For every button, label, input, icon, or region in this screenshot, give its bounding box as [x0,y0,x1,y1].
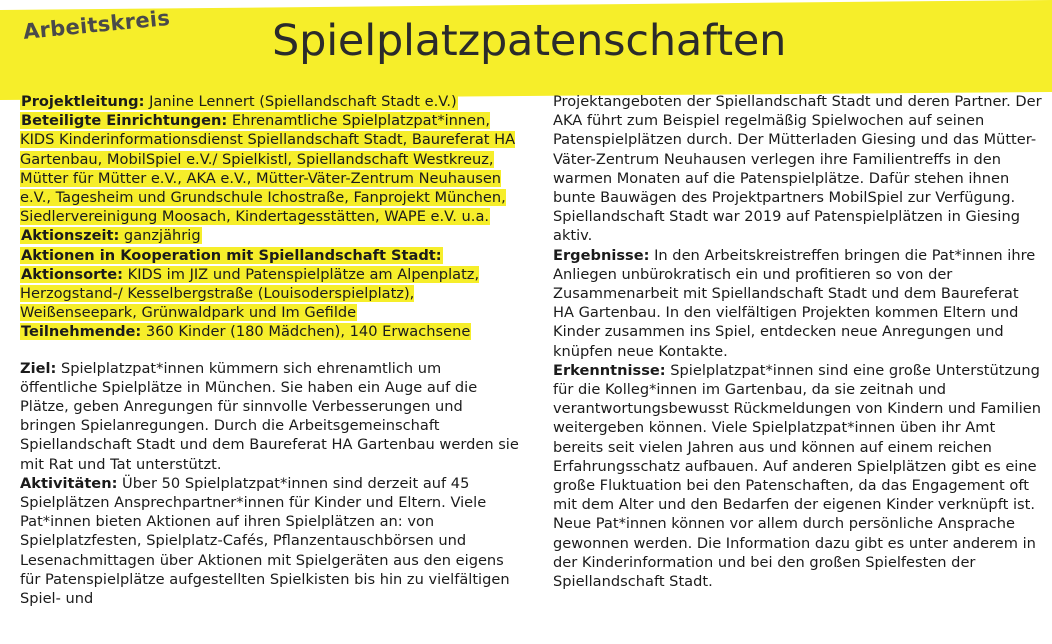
section-text: Über 50 Spielplatzpat*innen sind derzeit auf 45 Spielplätzen Ansprechpartner*innen für Kinder und Eltern. Viele Pat*innen bieten Aktionen auf ihren Spielplätzen an: von Spielplatzfesten, Spielplatz-Cafés, Pflanzentauschbörsen und Lesenachmittagen über Aktionen mit Spielgeräten aus den eigens für Patenspielplätze aufgestellten Spielkisten bis hin zu vielfältigen Spiel- und [20,474,510,608]
spacer [20,342,520,359]
section-ziel [20,359,520,474]
meta-value: 360 Kinder (180 Mädchen), 140 Erwachsene [141,323,471,341]
meta-label: Teilnehmende: [21,323,142,341]
meta-value: KIDS im JIZ und Patenspielplätze am Alpenplatz, Herzogstand-/ Kesselbergstraße (Louisoderspielplatz), Weißenseepark, Grünwaldpark und Im Gefilde [20,265,480,322]
meta-row [20,226,520,245]
section-label: Erkenntnisse: [553,361,666,379]
page-title: Spielplatzpatenschaften [272,16,787,66]
section-label: Aktivitäten: [20,474,118,492]
body-columns [0,92,1052,644]
meta-row [20,322,520,341]
right-column [553,92,1043,591]
meta-label: Beteiligte Einrichtungen: [21,112,228,130]
meta-row [20,92,520,111]
section-erkenntnisse [553,361,1043,591]
meta-label: Aktionszeit: [21,227,120,245]
section-label: Ergebnisse: [553,246,650,264]
meta-value: ganzjährig [119,227,201,245]
section-text: In den Arbeitskreistreffen bringen die Pat*innen ihre Anliegen unbürokratisch ein und profitieren so von der Zusammenarbeit mit Spiellandschaft Stadt und dem Baureferat HA Gartenbau. In den vielfältigen Projekten kommen Eltern und Kinder zusammen ins Spiel, entdecken neue Anregungen und knüpfen neue Kontakte. [553,246,1036,360]
left-column [20,92,520,608]
meta-row [20,265,520,323]
meta-row [20,246,520,265]
continuation-paragraph: Projektangeboten der Spiellandschaft Stadt und deren Partner. Der AKA führt zum Beispiel regelmäßig Spielwochen auf seinen Patenspielplätzen durch. Der Mütterladen Giesing und das Mütter-Väter-Zentrum Neuhausen verlegen ihre Familientreffs in den warmen Monaten auf die Patenspielplätze. Dafür stehen ihnen bunte Bauwägen des Projektpartners MobilSpiel zur Verfügung. Spiellandschaft Stadt war 2019 auf Patenspielplätzen in Giesing aktiv. [553,93,1042,245]
meta-label: Aktionen in Kooperation mit Spiellandschaft Stadt: [21,246,442,264]
meta-row [20,111,520,226]
project-metadata [20,92,520,342]
meta-label: Aktionsorte: [21,265,124,283]
meta-label: Projektleitung: [21,93,145,110]
section-text: Spielplatzpat*innen kümmern sich ehrenamtlich um öffentliche Spielplätze in München. Sie haben ein Auge auf die Plätze, geben Anregungen für sinnvolle Verbesserungen und bringen Spielanregungen. Durch die Arbeitsgemeinschaft Spiellandschaft Stadt und dem Baureferat HA Gartenbau werden sie mit Rat und Tat unterstützt. [20,359,519,473]
section-text: Spielplatzpat*innen sind eine große Unterstützung für die Kolleg*innen im Gartenbau, da sie zeitnah und verantwortungsbewusst Rückmeldungen von Kindern und Familien weitergeben können. Viele Spielplatzpat*innen üben ihr Amt bereits seit vielen Jahren aus und können auf einem reichen Erfahrungsschatz aufbauen. Auf anderen Spielplätzen gibt es eine große Fluktuation bei den Patenschaften, da das Engagement oft mit dem Alter und den Bedarfen der eigenen Kinder verknüpft ist. Neue Pat*innen können vor allem durch persönliche Ansprache gewonnen werden. Die Information dazu gibt es unter anderem in der Kinderinformation und bei den großen Spielfesten der Spiellandschaft Stadt. [553,361,1042,591]
section-ergebnisse [553,246,1043,361]
meta-value: Ehrenamtliche Spielplatzpat*innen, KIDS Kinderinformationsdienst Spiellandschaft Stadt, Baureferat HA Gartenbau, MobilSpiel e.V./ Spielkistl, Spiellandschaft Westkreuz, Mütter für Mütter e.V., AKA e.V., Mütter-Väter-Zentrum Neuhausen e.V., Tagesheim und Grundschule Ichostraße, Fanprojekt München, Siedlervereinigung Moosach, Kindertagesstätten, WAPE e.V. u.a. [20,112,516,226]
section-aktivitaeten [20,474,520,608]
meta-value: Janine Lennert (Spiellandschaft Stadt e.V.) [144,93,457,110]
kicker-label: Arbeitskreis [22,5,172,44]
section-label: Ziel: [20,359,57,377]
